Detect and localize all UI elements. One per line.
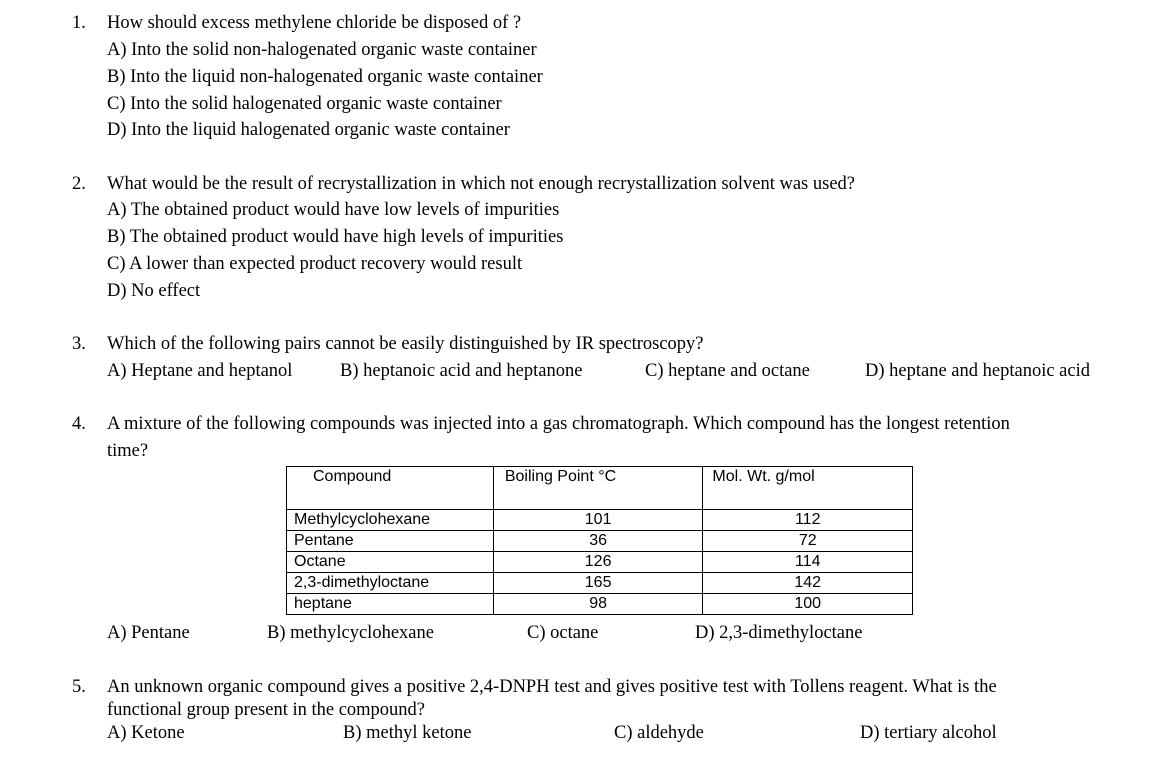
compound-table [286, 466, 913, 615]
question-2-option-c[interactable]: C) A lower than expected product recovery would result [107, 254, 523, 274]
question-5-text-line1: An unknown organic compound gives a positive 2,4-DNPH test and gives positive test with Tollens reagent. What is the [107, 677, 997, 697]
table-row [287, 573, 913, 594]
table-cell-boiling-point: 101 [493, 510, 703, 531]
question-3-option-b[interactable]: B) heptanoic acid and heptanone [340, 361, 583, 381]
table-header-compound: Compound [287, 467, 494, 510]
table-cell-boiling-point: 98 [493, 594, 703, 615]
question-4-option-b[interactable]: B) methylcyclohexane [267, 623, 434, 643]
question-4-option-d[interactable]: D) 2,3-dimethyloctane [695, 623, 863, 643]
question-4-option-a[interactable]: A) Pentane [107, 623, 190, 643]
table-cell-compound: Methylcyclohexane [287, 510, 494, 531]
question-2-option-a[interactable]: A) The obtained product would have low levels of impurities [107, 200, 560, 220]
table-cell-mol-wt: 114 [703, 552, 913, 573]
question-4-text-line1: A mixture of the following compounds was injected into a gas chromatograph. Which compound has the longest retention [107, 414, 1010, 434]
table-cell-compound: 2,3-dimethyloctane [287, 573, 494, 594]
question-2-option-d[interactable]: D) No effect [107, 281, 201, 301]
table-cell-mol-wt: 100 [703, 594, 913, 615]
table-cell-boiling-point: 36 [493, 531, 703, 552]
question-5-option-a[interactable]: A) Ketone [107, 723, 185, 743]
question-5-text-line2: functional group present in the compound? [107, 700, 426, 720]
table-header-boiling-point: Boiling Point °C [493, 467, 703, 510]
table-cell-boiling-point: 126 [493, 552, 703, 573]
question-1-option-b[interactable]: B) Into the liquid non-halogenated organic waste container [107, 67, 543, 87]
question-3-option-c[interactable]: C) heptane and octane [645, 361, 810, 381]
table-cell-mol-wt: 72 [703, 531, 913, 552]
question-1-number: 1. [72, 13, 86, 33]
table-header-mol-wt: Mol. Wt. g/mol [703, 467, 913, 510]
table-cell-compound: Octane [287, 552, 494, 573]
question-1-option-d[interactable]: D) Into the liquid halogenated organic waste container [107, 120, 510, 140]
question-1-option-c[interactable]: C) Into the solid halogenated organic waste container [107, 94, 502, 114]
question-5-option-c[interactable]: C) aldehyde [614, 723, 704, 743]
question-4-option-c[interactable]: C) octane [527, 623, 599, 643]
question-3-option-a[interactable]: A) Heptane and heptanol [107, 361, 293, 381]
question-5-option-b[interactable]: B) methyl ketone [343, 723, 472, 743]
question-4-text-line2: time? [107, 441, 149, 461]
question-5-number: 5. [72, 677, 86, 697]
question-2-number: 2. [72, 174, 86, 194]
question-1-text: How should excess methylene chloride be disposed of ? [107, 13, 522, 33]
question-3-text: Which of the following pairs cannot be easily distinguished by IR spectroscopy? [107, 334, 704, 354]
table-row [287, 531, 913, 552]
table-cell-mol-wt: 112 [703, 510, 913, 531]
question-5-option-d[interactable]: D) tertiary alcohol [860, 723, 997, 743]
table-cell-mol-wt: 142 [703, 573, 913, 594]
table-cell-compound: heptane [287, 594, 494, 615]
table-row [287, 552, 913, 573]
table-cell-compound: Pentane [287, 531, 494, 552]
question-1-option-a[interactable]: A) Into the solid non-halogenated organic waste container [107, 40, 537, 60]
question-3-number: 3. [72, 334, 86, 354]
table-cell-boiling-point: 165 [493, 573, 703, 594]
question-2-text: What would be the result of recrystallization in which not enough recrystallization solvent was used? [107, 174, 856, 194]
table-row [287, 594, 913, 615]
question-3-option-d[interactable]: D) heptane and heptanoic acid [865, 361, 1090, 381]
table-row [287, 510, 913, 531]
question-2-option-b[interactable]: B) The obtained product would have high levels of impurities [107, 227, 564, 247]
question-4-number: 4. [72, 414, 86, 434]
